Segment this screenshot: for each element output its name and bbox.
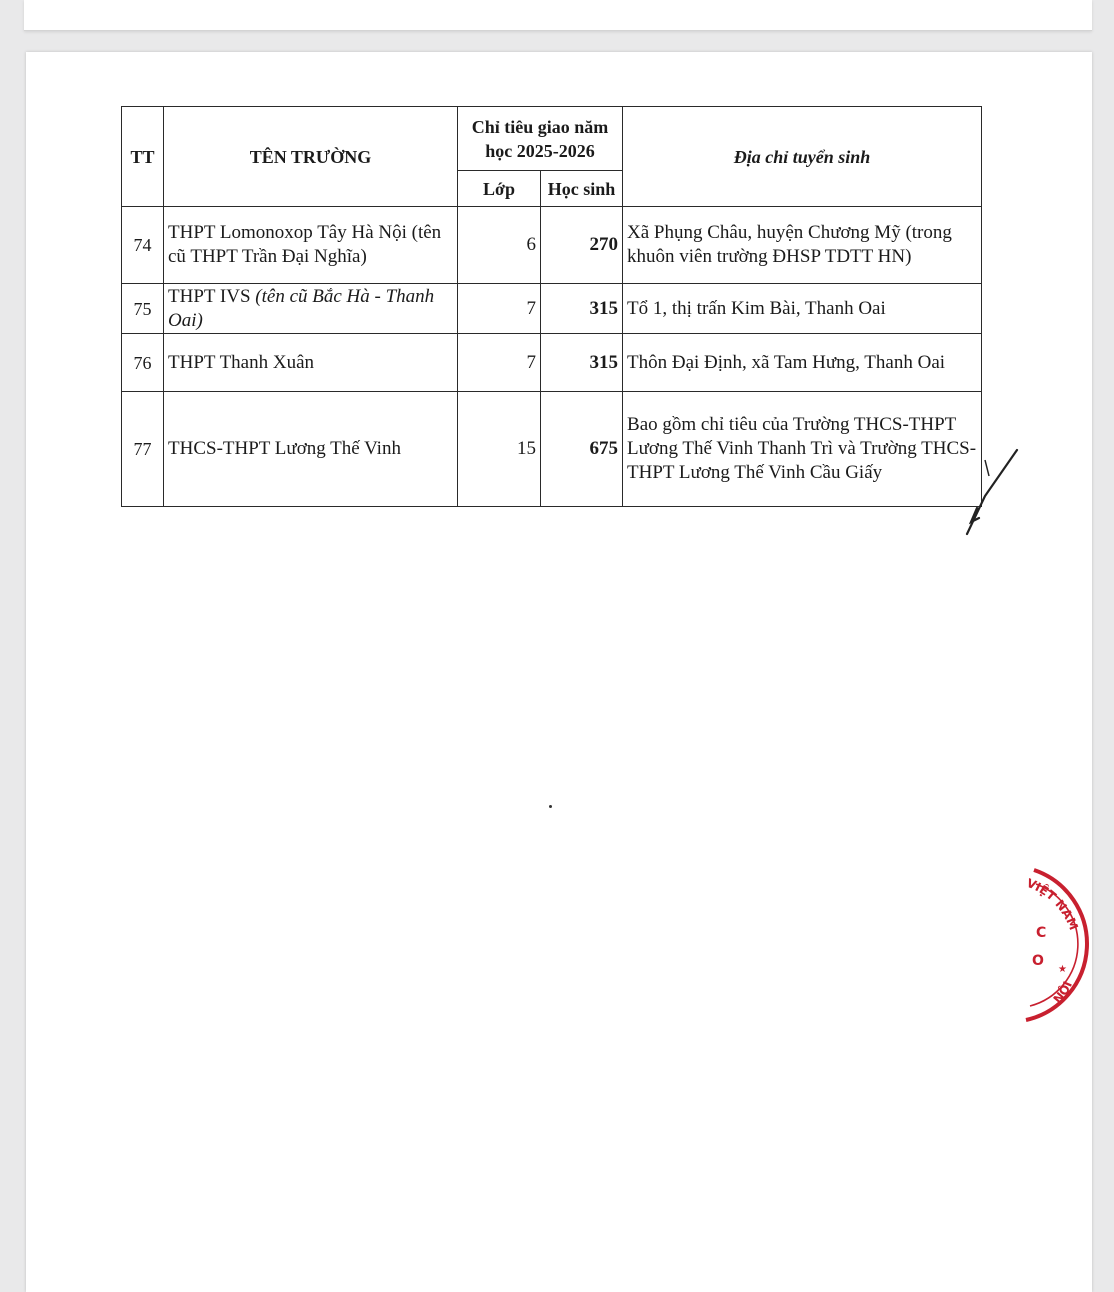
header-tt: TT [122,107,164,207]
row-tt: 77 [122,392,164,507]
row-tt: 76 [122,334,164,392]
row-students: 675 [541,392,623,507]
signature-stroke [955,448,1025,538]
table-row [122,392,982,507]
row-school: THCS-THPT Lương Thế Vinh [164,392,458,507]
table-row [122,334,982,392]
admission-quota-table [121,106,982,507]
row-school: THPT IVS (tên cũ Bắc Hà - Thanh Oai) [164,284,458,334]
row-tt: 74 [122,207,164,284]
seal-text-bottom: NỘI [1050,979,1075,1007]
row-students: 315 [541,284,623,334]
row-address: Thôn Đại Định, xã Tam Hưng, Thanh Oai [623,334,982,392]
row-students: 270 [541,207,623,284]
row-address: Xã Phụng Châu, huyện Chương Mỹ (trong khuôn viên trường ĐHSP TDTT HN) [623,207,982,284]
row-students: 315 [541,334,623,392]
svg-text:★: ★ [1058,964,1067,975]
speck [549,805,552,808]
official-seal [996,862,1114,1022]
row-address: Tổ 1, thị trấn Kim Bài, Thanh Oai [623,284,982,334]
previous-page-edge [24,0,1092,31]
row-school: THPT Lomonoxop Tây Hà Nội (tên cũ THPT Trần Đại Nghĩa) [164,207,458,284]
seal-text-top: VIỆT NAM [1024,875,1081,933]
row-classes: 15 [458,392,541,507]
row-tt: 75 [122,284,164,334]
header-classes: Lớp [458,171,541,207]
row-classes: 6 [458,207,541,284]
row-classes: 7 [458,334,541,392]
row-classes: 7 [458,284,541,334]
table-row [122,207,982,284]
document-page [26,52,1092,1292]
header-address: Địa chỉ tuyển sinh [623,107,982,207]
header-quota [458,107,623,171]
table-row [122,284,982,334]
header-school-name: TÊN TRƯỜNG [164,107,458,207]
header-quota-line1: Chỉ tiêu giao năm [471,116,609,137]
header-quota-line2: học 2025-2026 [485,140,595,161]
row-school: THPT Thanh Xuân [164,334,458,392]
row-address: Bao gồm chỉ tiêu của Trường THCS-THPT Lương Thế Vinh Thanh Trì và Trường THCS-THPT Lương Thế Vinh Cầu Giấy [623,392,982,507]
svg-text:C: C [1036,925,1047,941]
header-students: Học sinh [541,171,623,207]
svg-text:O: O [1032,953,1044,969]
